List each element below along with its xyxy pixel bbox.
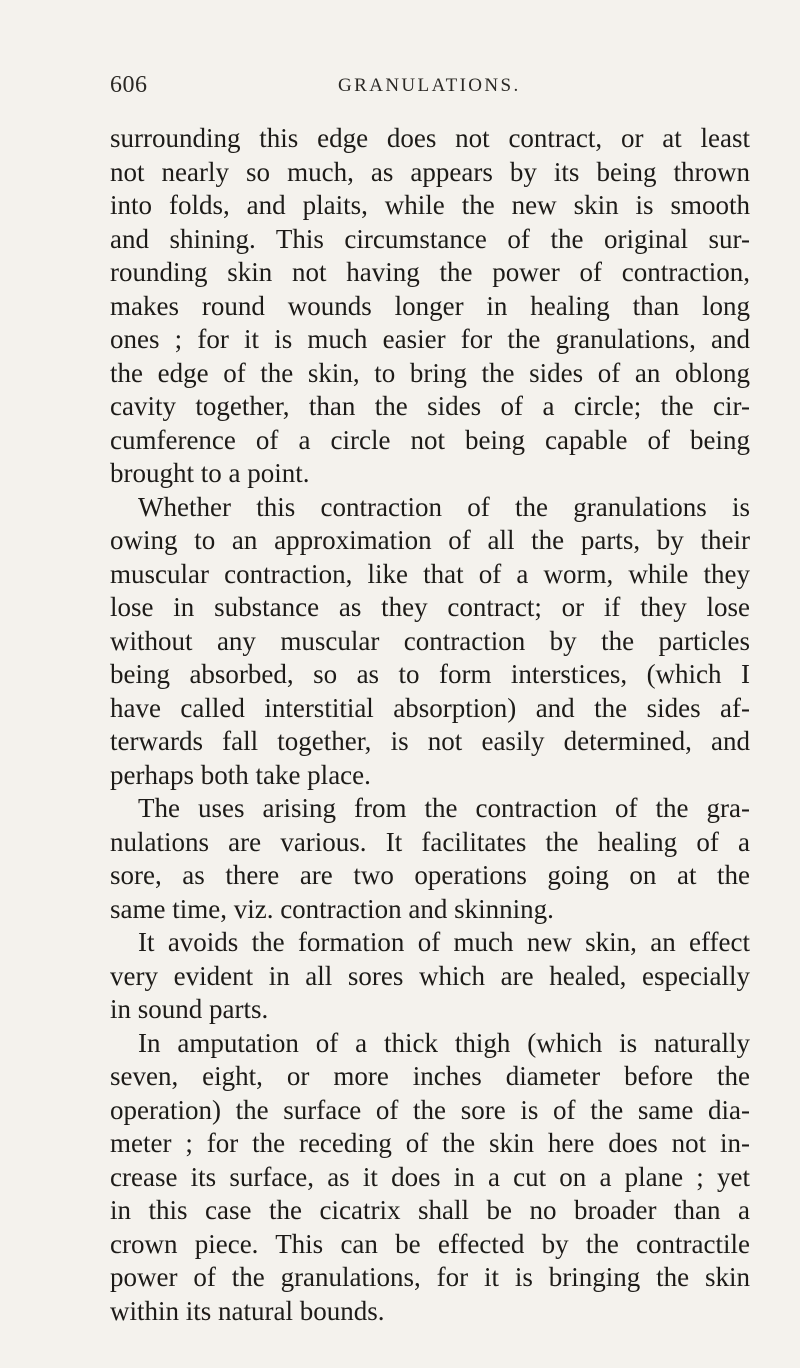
- body-text: [110, 122, 750, 1328]
- text-line: in this case the cicatrix shall be no broader than a: [110, 1195, 750, 1225]
- text-line: very evident in all sores which are healed, especially: [110, 960, 750, 991]
- text-line: cavity together, than the sides of a circle; the cir-: [110, 391, 750, 421]
- text-line: owing to an approximation of all the parts, by their: [110, 525, 750, 555]
- text-line: crown piece. This can be effected by the contractile: [110, 1228, 750, 1259]
- text-line: makes round wounds longer in healing than long: [110, 290, 750, 321]
- running-head: GRANULATIONS.: [338, 75, 521, 96]
- page-number: 606: [110, 72, 148, 98]
- text-line: have called interstitial absorption) and the sides af-: [110, 692, 750, 723]
- page-header: [110, 72, 750, 108]
- text-line: ones ; for it is much easier for the granulations, and: [110, 324, 750, 354]
- text-line: surrounding this edge does not contract, or at least: [110, 123, 750, 153]
- text-line: muscular contraction, like that of a worm, while they: [110, 558, 750, 589]
- paragraph-start-line: In amputation of a thick thigh (which is naturally: [138, 1027, 750, 1058]
- text-line: without any muscular contraction by the particles: [110, 625, 750, 656]
- text-line: same time, viz. contraction and skinning.: [110, 893, 554, 924]
- text-line: terwards fall together, is not easily determined, and: [110, 726, 750, 756]
- text-line: sore, as there are two operations going on at the: [110, 860, 750, 890]
- text-line: lose in substance as they contract; or if they lose: [110, 592, 750, 622]
- text-line: in sound parts.: [110, 994, 269, 1024]
- text-line: cumference of a circle not being capable of being: [110, 424, 750, 455]
- text-line: power of the granulations, for it is bringing the skin: [110, 1262, 750, 1292]
- paragraph-start-line: It avoids the formation of much new skin, an effect: [138, 927, 750, 957]
- text-line: brought to a point.: [110, 458, 310, 488]
- text-line: seven, eight, or more inches diameter before the: [110, 1061, 750, 1091]
- text-line: being absorbed, so as to form interstices, (which I: [110, 659, 750, 689]
- text-line: the edge of the skin, to bring the sides of an oblong: [110, 357, 750, 388]
- paragraph-start-line: Whether this contraction of the granulations is: [138, 491, 750, 522]
- text-line: rounding skin not having the power of contraction,: [110, 257, 750, 287]
- text-line: within its natural bounds.: [110, 1295, 385, 1326]
- text-line: operation) the surface of the sore is of the same dia-: [110, 1094, 750, 1125]
- paragraph-start-line: The uses arising from the contraction of the gra-: [138, 793, 750, 823]
- text-line: not nearly so much, as appears by its being thrown: [110, 156, 750, 187]
- text-line: crease its surface, as it does in a cut on a plane ; yet: [110, 1161, 750, 1192]
- text-line: perhaps both take place.: [110, 759, 371, 790]
- text-line: and shining. This circumstance of the original sur-: [110, 223, 750, 254]
- text-line: meter ; for the receding of the skin here does not in-: [110, 1128, 750, 1158]
- text-line: into folds, and plaits, while the new skin is smooth: [110, 190, 750, 220]
- text-line: nulations are various. It facilitates the healing of a: [110, 826, 750, 857]
